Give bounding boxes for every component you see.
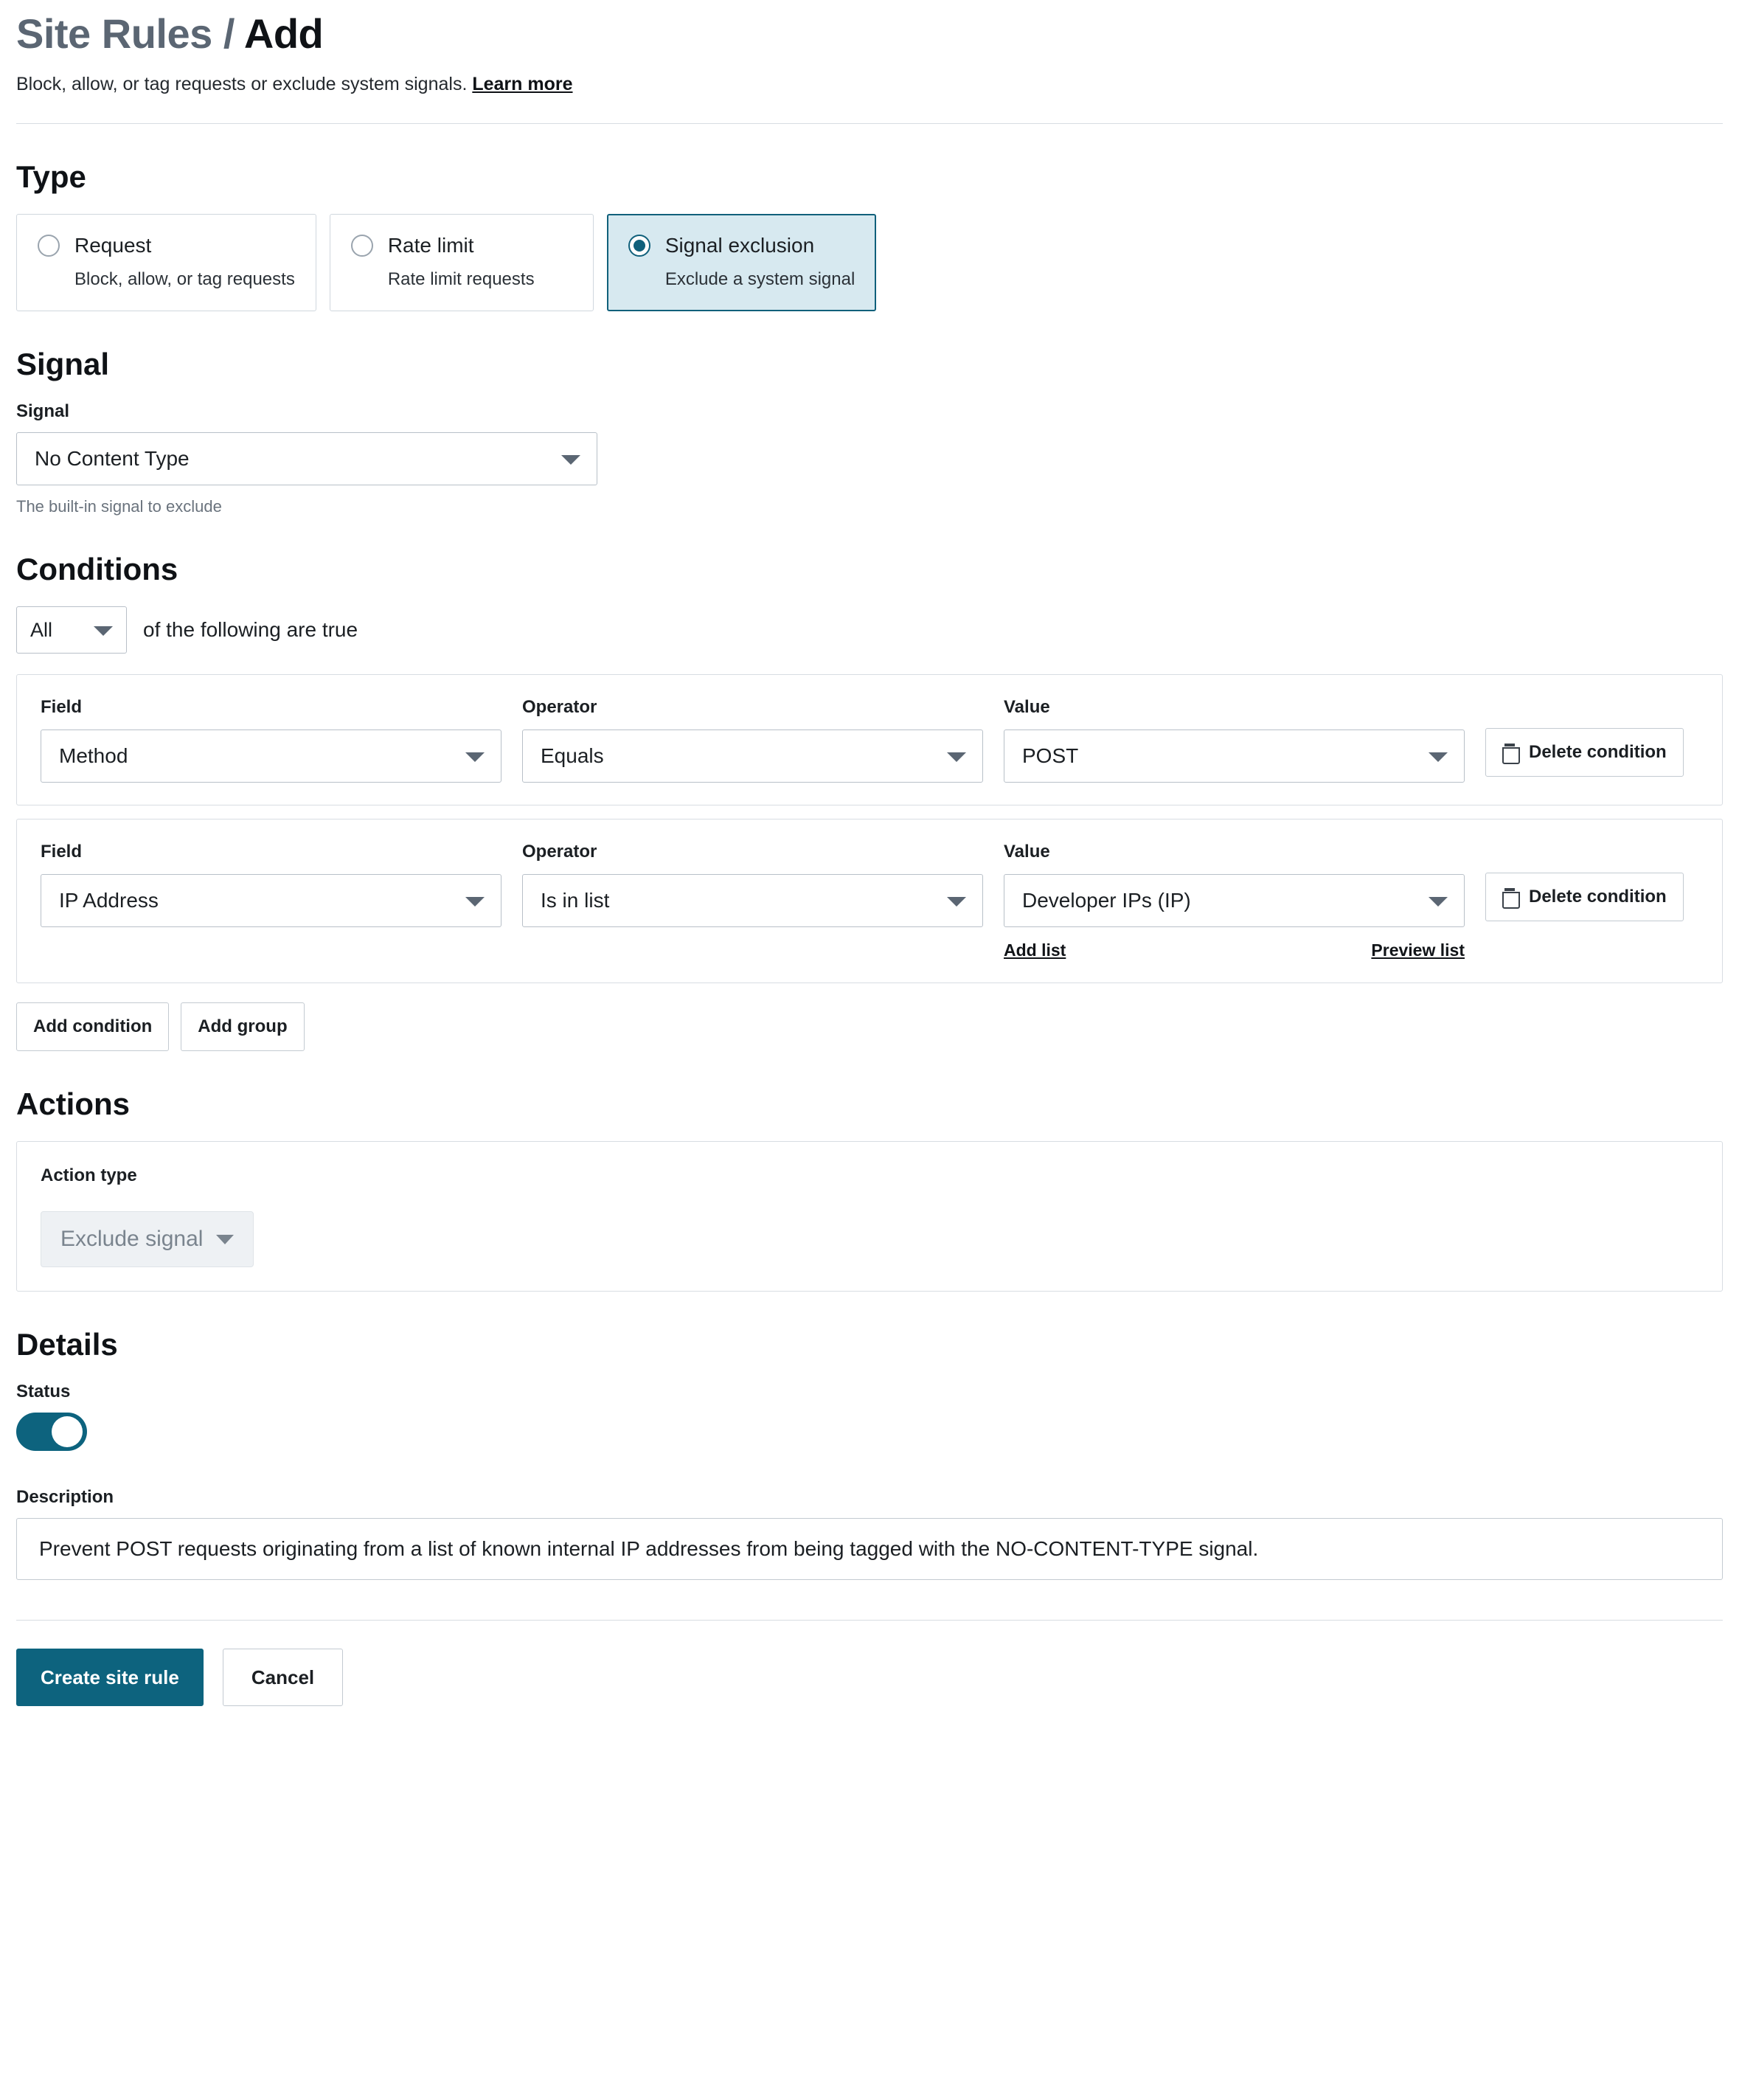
- condition-field-label: Field: [41, 697, 83, 718]
- page-subtitle-text: Block, allow, or tag requests or exclude system signals.: [16, 74, 468, 95]
- conditions-match-row: [16, 606, 1723, 654]
- delete-condition-label: Delete condition: [1529, 742, 1667, 763]
- toggle-knob: [52, 1416, 83, 1447]
- breadcrumb-site-rules[interactable]: Site Rules: [16, 10, 212, 57]
- status-toggle[interactable]: [16, 1413, 87, 1451]
- conditions-match-suffix: of the following are true: [143, 618, 358, 642]
- type-option-request-description: Block, allow, or tag requests: [74, 269, 295, 290]
- description-label: Description: [16, 1487, 114, 1508]
- condition-field-select[interactable]: [41, 730, 501, 783]
- type-option-rate-limit-description: Rate limit requests: [387, 269, 535, 290]
- page-title: [16, 10, 1723, 58]
- conditions-match-value: All: [30, 618, 53, 641]
- condition-operator-select[interactable]: [522, 730, 983, 783]
- condition-operator-value: Is in list: [541, 889, 610, 912]
- status-label: Status: [16, 1382, 71, 1402]
- chevron-down-icon: [947, 897, 966, 907]
- chevron-down-icon: [465, 752, 485, 762]
- radio-icon-signal-exclusion[interactable]: [628, 235, 650, 257]
- add-group-button[interactable]: Add group: [181, 1002, 304, 1051]
- action-type-value: Exclude signal: [60, 1227, 204, 1252]
- condition-row: [16, 674, 1723, 805]
- condition-row: [16, 819, 1723, 983]
- signal-heading: Signal: [16, 347, 110, 382]
- radio-icon-request[interactable]: [38, 235, 60, 257]
- type-option-request-label: Request: [74, 234, 152, 257]
- signal-field-label: Signal: [16, 401, 70, 422]
- trash-icon: [1502, 888, 1517, 906]
- condition-field-value: IP Address: [59, 889, 159, 912]
- conditions-actions: [16, 1002, 1723, 1051]
- condition-value-text: POST: [1022, 744, 1079, 768]
- condition-value-select[interactable]: [1004, 730, 1465, 783]
- condition-operator-select[interactable]: [522, 874, 983, 927]
- description-value: Prevent POST requests originating from a list of known internal IP addresses from being tagged with the NO-CONTENT-TYPE signal.: [39, 1537, 1259, 1561]
- footer-actions: [16, 1649, 1723, 1736]
- add-list-link[interactable]: Add list: [1004, 940, 1066, 960]
- chevron-down-icon: [1429, 897, 1448, 907]
- signal-help-text: The built-in signal to exclude: [16, 497, 222, 516]
- cancel-button[interactable]: Cancel: [223, 1649, 343, 1706]
- chevron-down-icon: [947, 752, 966, 762]
- page-subtitle: [16, 74, 1723, 95]
- condition-value-select[interactable]: [1004, 874, 1465, 927]
- breadcrumb-separator: /: [223, 10, 235, 57]
- signal-select-value: No Content Type: [35, 447, 190, 471]
- type-option-rate-limit[interactable]: [330, 214, 594, 311]
- radio-icon-rate-limit[interactable]: [351, 235, 373, 257]
- type-option-signal-exclusion-label: Signal exclusion: [664, 234, 815, 257]
- condition-value-text: Developer IPs (IP): [1022, 889, 1191, 912]
- type-heading: Type: [16, 159, 86, 195]
- condition-operator-label: Operator: [522, 842, 597, 862]
- learn-more-link[interactable]: Learn more: [472, 74, 573, 95]
- trash-icon: [1502, 744, 1517, 761]
- description-input[interactable]: [16, 1518, 1723, 1580]
- condition-operator-value: Equals: [541, 744, 604, 768]
- chevron-down-icon: [216, 1235, 234, 1244]
- delete-condition-label: Delete condition: [1529, 887, 1667, 907]
- conditions-match-select[interactable]: [16, 606, 127, 654]
- chevron-down-icon: [561, 455, 580, 465]
- site-rules-add-page: [16, 0, 1723, 1736]
- condition-value-label: Value: [1004, 842, 1050, 862]
- add-condition-button[interactable]: Add condition: [16, 1002, 169, 1051]
- condition-value-links: [1004, 940, 1465, 960]
- type-option-request[interactable]: [16, 214, 316, 311]
- signal-select[interactable]: [16, 432, 597, 485]
- type-option-rate-limit-label: Rate limit: [387, 234, 474, 257]
- header-divider: [16, 123, 1723, 124]
- action-type-label: Action type: [41, 1165, 137, 1186]
- condition-field-label: Field: [41, 842, 83, 862]
- footer-divider: [16, 1620, 1723, 1621]
- actions-panel: [16, 1141, 1723, 1292]
- conditions-heading: Conditions: [16, 552, 178, 587]
- preview-list-link[interactable]: Preview list: [1371, 940, 1465, 960]
- chevron-down-icon: [94, 626, 113, 636]
- delete-condition-button[interactable]: [1485, 728, 1684, 777]
- type-options: [16, 214, 1723, 311]
- condition-operator-label: Operator: [522, 697, 597, 718]
- condition-field-select[interactable]: [41, 874, 501, 927]
- condition-field-value: Method: [59, 744, 128, 768]
- type-option-signal-exclusion[interactable]: [607, 214, 876, 311]
- type-option-signal-exclusion-description: Exclude a system signal: [664, 269, 855, 290]
- chevron-down-icon: [1429, 752, 1448, 762]
- breadcrumb-current: Add: [243, 10, 324, 57]
- action-type-select: [41, 1211, 254, 1267]
- chevron-down-icon: [465, 897, 485, 907]
- details-heading: Details: [16, 1327, 118, 1362]
- actions-heading: Actions: [16, 1087, 131, 1122]
- condition-value-label: Value: [1004, 697, 1050, 718]
- create-site-rule-button[interactable]: Create site rule: [16, 1649, 204, 1706]
- delete-condition-button[interactable]: [1485, 873, 1684, 921]
